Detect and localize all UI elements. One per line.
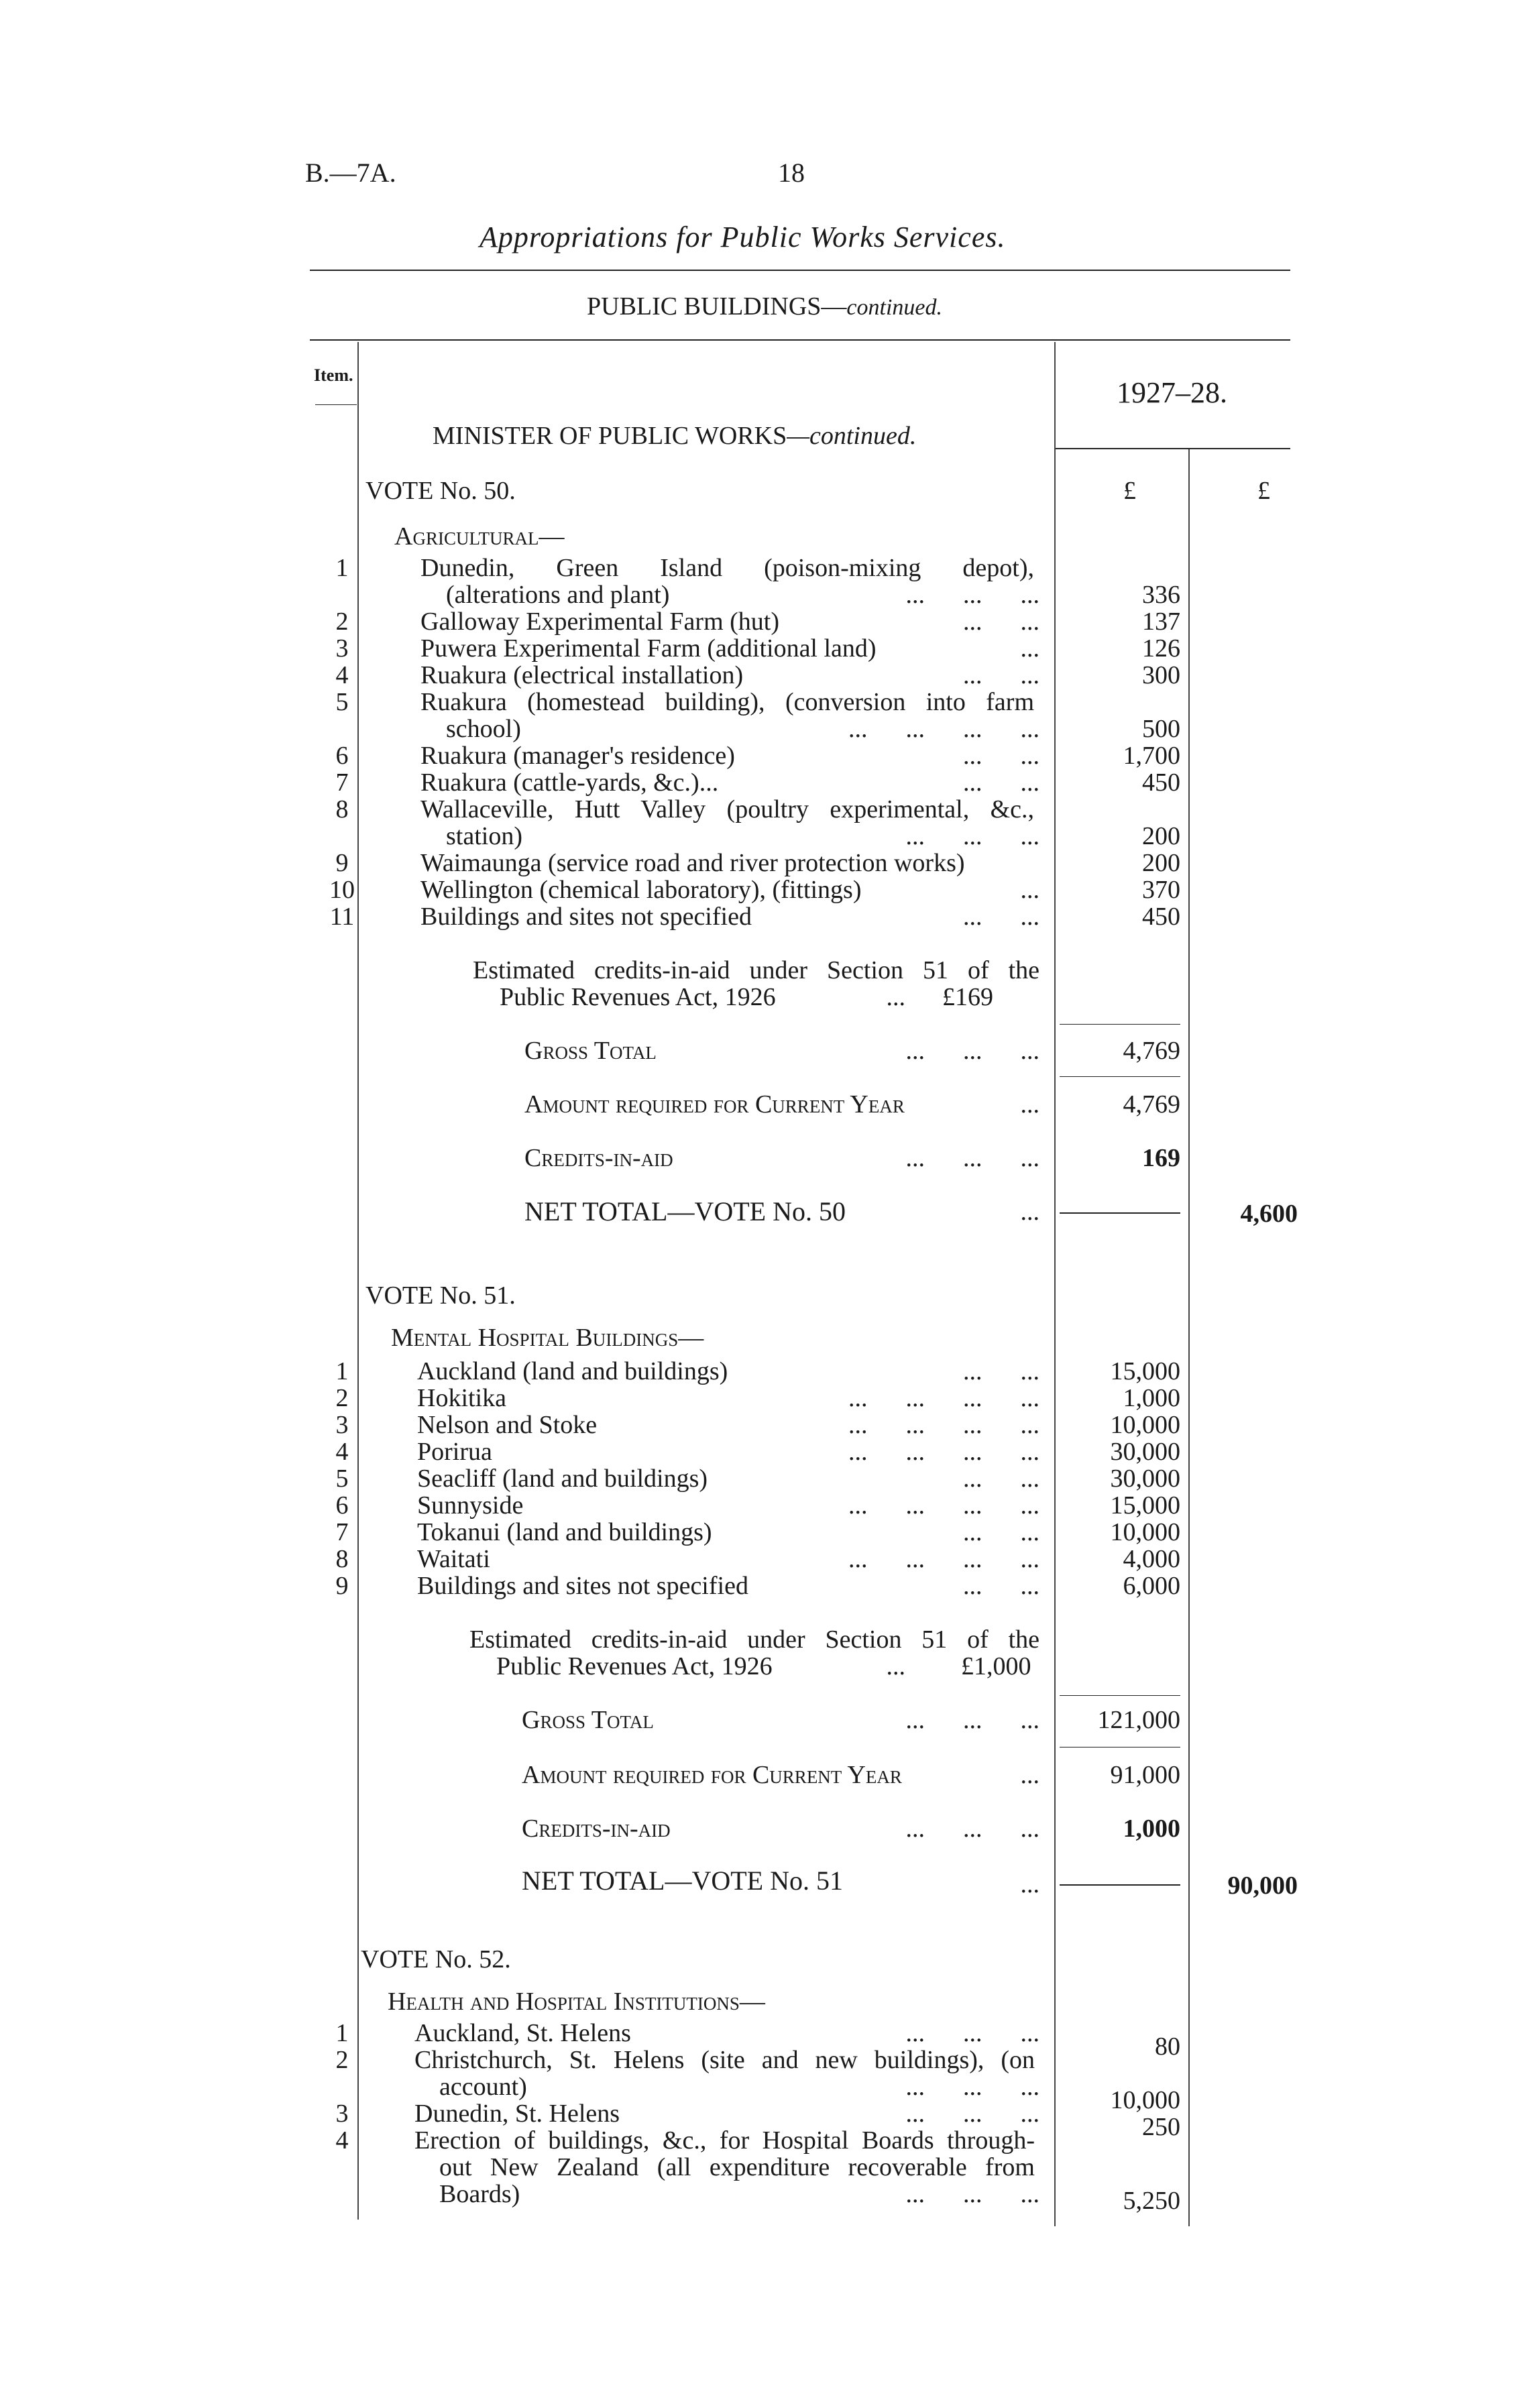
item-number: 7 bbox=[335, 768, 349, 797]
item-amount: 200 bbox=[1142, 849, 1180, 877]
vote-51-net-value: 90,000 bbox=[1227, 1872, 1298, 1900]
leader-dots: ... ... bbox=[963, 1357, 1039, 1385]
item-description: Porirua bbox=[417, 1438, 492, 1466]
page-title: Appropriations for Public Works Services. bbox=[480, 221, 1006, 253]
item-description: Waimaunga (service road and river protection works) bbox=[420, 849, 965, 877]
vote-50-credits-note-amount: £169 bbox=[942, 983, 993, 1011]
item-description-cont: station) bbox=[446, 822, 522, 850]
item-amount: 126 bbox=[1142, 634, 1180, 663]
leader-dots: ... ... bbox=[963, 742, 1039, 770]
leader-dots: ... bbox=[1020, 634, 1039, 663]
pound-header-2: £ bbox=[1257, 477, 1270, 505]
item-number: 6 bbox=[335, 1491, 349, 1520]
leader-dots: ... ... bbox=[963, 903, 1039, 931]
item-amount: 200 bbox=[1142, 822, 1180, 850]
pound-header-1: £ bbox=[1123, 477, 1136, 505]
vote-51-credits-note: Estimated credits-in-aid under Section 51 of the bbox=[469, 1625, 1039, 1654]
item-amount: 336 bbox=[1142, 581, 1180, 609]
leader-dots: ... ... bbox=[963, 768, 1039, 797]
item-description: Dunedin, Green Island (poison-mixing depot), bbox=[420, 554, 1034, 582]
item-number: 8 bbox=[335, 795, 349, 823]
item-description-cont: out New Zealand (all expenditure recoverable from bbox=[439, 2153, 1035, 2181]
item-amount: 15,000 bbox=[1110, 1357, 1180, 1385]
item-number: 2 bbox=[335, 608, 349, 636]
item-number: 4 bbox=[335, 2126, 349, 2155]
item-description: Seacliff (land and buildings) bbox=[417, 1465, 708, 1493]
leader-dots: ... ... bbox=[963, 661, 1039, 689]
vote-51-gross-label: Gross Total bbox=[522, 1706, 654, 1734]
leader-dots: ... bbox=[1020, 1090, 1039, 1119]
item-description: Sunnyside bbox=[417, 1491, 524, 1520]
vote-50-gross-label: Gross Total bbox=[524, 1037, 657, 1065]
item-description: Tokanui (land and buildings) bbox=[417, 1518, 712, 1546]
item-description: Ruakura (homestead building), (conversion into farm bbox=[420, 688, 1034, 716]
item-number: 9 bbox=[335, 849, 349, 877]
item-amount: 10,000 bbox=[1110, 1518, 1180, 1546]
leader-dots: ... ... ... bbox=[905, 822, 1039, 850]
leader-dots: ... ... ... bbox=[905, 2180, 1039, 2208]
item-amount: 5,250 bbox=[1123, 2187, 1180, 2215]
item-description: Ruakura (manager's residence) bbox=[420, 742, 735, 770]
item-number: 2 bbox=[335, 2046, 349, 2074]
vote-50-required-value: 4,769 bbox=[1123, 1090, 1180, 1119]
item-description: Galloway Experimental Farm (hut) bbox=[420, 608, 780, 636]
item-number: 4 bbox=[335, 1438, 349, 1466]
item-description-cont: Boards) bbox=[439, 2180, 520, 2208]
item-description-cont: (alterations and plant) bbox=[446, 581, 670, 609]
leader-dots: ... bbox=[886, 1652, 905, 1680]
item-amount: 450 bbox=[1142, 903, 1180, 931]
vote-52-title: VOTE No. 52. bbox=[361, 1945, 511, 1973]
item-description: Waitati bbox=[417, 1545, 490, 1573]
item-amount: 300 bbox=[1142, 661, 1180, 689]
leader-dots: ... ... bbox=[963, 1465, 1039, 1493]
item-amount: 250 bbox=[1142, 2113, 1180, 2141]
item-number: 1 bbox=[335, 2019, 349, 2047]
item-description: Auckland, St. Helens bbox=[414, 2019, 631, 2047]
item-number: 2 bbox=[335, 1384, 349, 1412]
item-amount: 10,000 bbox=[1110, 1411, 1180, 1439]
sum-rule bbox=[1060, 1076, 1180, 1077]
vote-52-category: Health and Hospital Institutions— bbox=[388, 1988, 765, 2016]
leader-dots: ... ... ... bbox=[905, 581, 1039, 609]
year-header-rule bbox=[1056, 448, 1290, 449]
year-header: 1927–28. bbox=[1117, 376, 1227, 409]
total-column-rule bbox=[1188, 449, 1190, 2226]
item-number: 11 bbox=[329, 903, 355, 931]
leader-dots: ... ... bbox=[963, 1572, 1039, 1600]
item-amount: 1,000 bbox=[1123, 1384, 1180, 1412]
item-amount: 15,000 bbox=[1110, 1491, 1180, 1520]
vote-50-category: Agricultural— bbox=[394, 522, 565, 551]
leader-dots: ... ... ... ... bbox=[848, 1438, 1039, 1466]
item-amount: 6,000 bbox=[1123, 1572, 1180, 1600]
item-description: Hokitika bbox=[417, 1384, 506, 1412]
leader-dots: ... bbox=[1020, 1198, 1039, 1226]
vote-50-net-value: 4,600 bbox=[1240, 1200, 1298, 1228]
title-rule bbox=[310, 270, 1290, 271]
item-description: Buildings and sites not specified bbox=[417, 1572, 748, 1600]
item-amount: 500 bbox=[1142, 715, 1180, 743]
leader-dots: ... bbox=[886, 983, 905, 1011]
item-column-header: Item. bbox=[314, 365, 353, 385]
item-amount: 450 bbox=[1142, 768, 1180, 797]
item-amount: 137 bbox=[1142, 608, 1180, 636]
item-number: 6 bbox=[335, 742, 349, 770]
item-description: Buildings and sites not specified bbox=[420, 903, 752, 931]
vote-50-required-label: Amount required for Current Year bbox=[524, 1090, 905, 1119]
vote-50-credits-note: Estimated credits-in-aid under Section 51 of the bbox=[473, 956, 1039, 984]
leader-dots: ... bbox=[1020, 876, 1039, 904]
item-number: 7 bbox=[335, 1518, 349, 1546]
leader-dots: ... ... ... ... bbox=[848, 715, 1039, 743]
vote-51-credits-note-act: Public Revenues Act, 1926 bbox=[496, 1652, 773, 1680]
vote-50-credits-label: Credits-in-aid bbox=[524, 1144, 673, 1172]
item-description: Nelson and Stoke bbox=[417, 1411, 598, 1439]
item-number: 1 bbox=[335, 1357, 349, 1385]
leader-dots: ... ... bbox=[963, 1518, 1039, 1546]
item-number: 8 bbox=[335, 1545, 349, 1573]
vote-51-required-value: 91,000 bbox=[1110, 1761, 1180, 1789]
item-number: 5 bbox=[335, 1465, 349, 1493]
leader-dots: ... ... ... bbox=[905, 1144, 1039, 1172]
item-amount: 30,000 bbox=[1110, 1465, 1180, 1493]
item-description: Ruakura (electrical installation) bbox=[420, 661, 744, 689]
item-amount: 10,000 bbox=[1110, 2086, 1180, 2114]
item-amount: 80 bbox=[1155, 2032, 1180, 2061]
item-description: Wallaceville, Hutt Valley (poultry experimental, &c., bbox=[420, 795, 1034, 823]
item-description: Dunedin, St. Helens bbox=[414, 2100, 620, 2128]
vote-51-credits-note-amount: £1,000 bbox=[961, 1652, 1031, 1680]
sum-rule bbox=[1060, 1024, 1180, 1025]
item-description-cont: account) bbox=[439, 2073, 527, 2101]
vote-50-credits-note-act: Public Revenues Act, 1926 bbox=[500, 983, 776, 1011]
leader-dots: ... ... ... ... bbox=[848, 1545, 1039, 1573]
item-number: 3 bbox=[335, 634, 349, 663]
item-number: 4 bbox=[335, 661, 349, 689]
minister-heading: MINISTER OF PUBLIC WORKS—continued. bbox=[433, 422, 917, 450]
leader-dots: ... ... ... bbox=[905, 2073, 1039, 2101]
leader-dots: ... ... ... bbox=[905, 1815, 1039, 1843]
vote-51-title: VOTE No. 51. bbox=[365, 1281, 516, 1310]
leader-dots: ... ... ... bbox=[905, 2100, 1039, 2128]
item-number: 5 bbox=[335, 688, 349, 716]
vote-50-credits-value: 169 bbox=[1142, 1144, 1180, 1172]
item-number: 1 bbox=[335, 554, 349, 582]
leader-dots: ... ... ... bbox=[905, 1706, 1039, 1734]
item-amount: 370 bbox=[1142, 876, 1180, 904]
item-number: 9 bbox=[335, 1572, 349, 1600]
item-header-rule bbox=[315, 404, 357, 405]
item-description: Puwera Experimental Farm (additional land) bbox=[420, 634, 877, 663]
table-top-rule bbox=[310, 339, 1290, 341]
vote-50-net-label: NET TOTAL—VOTE No. 50 bbox=[524, 1196, 846, 1226]
vote-50-title: VOTE No. 50. bbox=[365, 477, 516, 505]
vote-50-gross-value: 4,769 bbox=[1123, 1037, 1180, 1065]
item-amount: 4,000 bbox=[1123, 1545, 1180, 1573]
leader-dots: ... ... ... bbox=[905, 2019, 1039, 2047]
sum-rule bbox=[1060, 1695, 1180, 1696]
leader-dots: ... ... ... ... bbox=[848, 1491, 1039, 1520]
item-description: Auckland (land and buildings) bbox=[417, 1357, 728, 1385]
item-amount: 30,000 bbox=[1110, 1438, 1180, 1466]
item-description: Erection of buildings, &c., for Hospital Boards through- bbox=[414, 2126, 1035, 2155]
vote-51-required-label: Amount required for Current Year bbox=[522, 1761, 902, 1789]
leader-dots: ... bbox=[1020, 1761, 1039, 1789]
section-heading: PUBLIC BUILDINGS—continued. bbox=[587, 292, 942, 321]
vote-51-credits-value: 1,000 bbox=[1123, 1815, 1180, 1843]
item-description-cont: school) bbox=[446, 715, 521, 743]
net-dash bbox=[1060, 1212, 1180, 1214]
leader-dots: ... ... ... ... bbox=[848, 1384, 1039, 1412]
item-description: Christchurch, St. Helens (site and new buildings), (on bbox=[414, 2046, 1035, 2074]
report-code: B.—7A. bbox=[305, 158, 396, 188]
item-amount: 1,700 bbox=[1123, 742, 1180, 770]
leader-dots: ... ... ... ... bbox=[848, 1411, 1039, 1439]
item-number: 10 bbox=[329, 876, 355, 904]
item-description: Wellington (chemical laboratory), (fittings) bbox=[420, 876, 862, 904]
leader-dots: ... ... ... bbox=[905, 1037, 1039, 1065]
vote-51-category: Mental Hospital Buildings— bbox=[391, 1324, 704, 1352]
vote-51-net-label: NET TOTAL—VOTE No. 51 bbox=[522, 1866, 843, 1896]
leader-dots: ... ... bbox=[963, 608, 1039, 636]
item-number: 3 bbox=[335, 2100, 349, 2128]
vote-51-credits-label: Credits-in-aid bbox=[522, 1815, 671, 1843]
net-dash bbox=[1060, 1884, 1180, 1886]
vote-51-gross-value: 121,000 bbox=[1097, 1706, 1180, 1734]
page-number: 18 bbox=[778, 158, 805, 188]
item-number: 3 bbox=[335, 1411, 349, 1439]
leader-dots: ... bbox=[1020, 1870, 1039, 1898]
item-description: Ruakura (cattle-yards, &c.)... bbox=[420, 768, 719, 797]
